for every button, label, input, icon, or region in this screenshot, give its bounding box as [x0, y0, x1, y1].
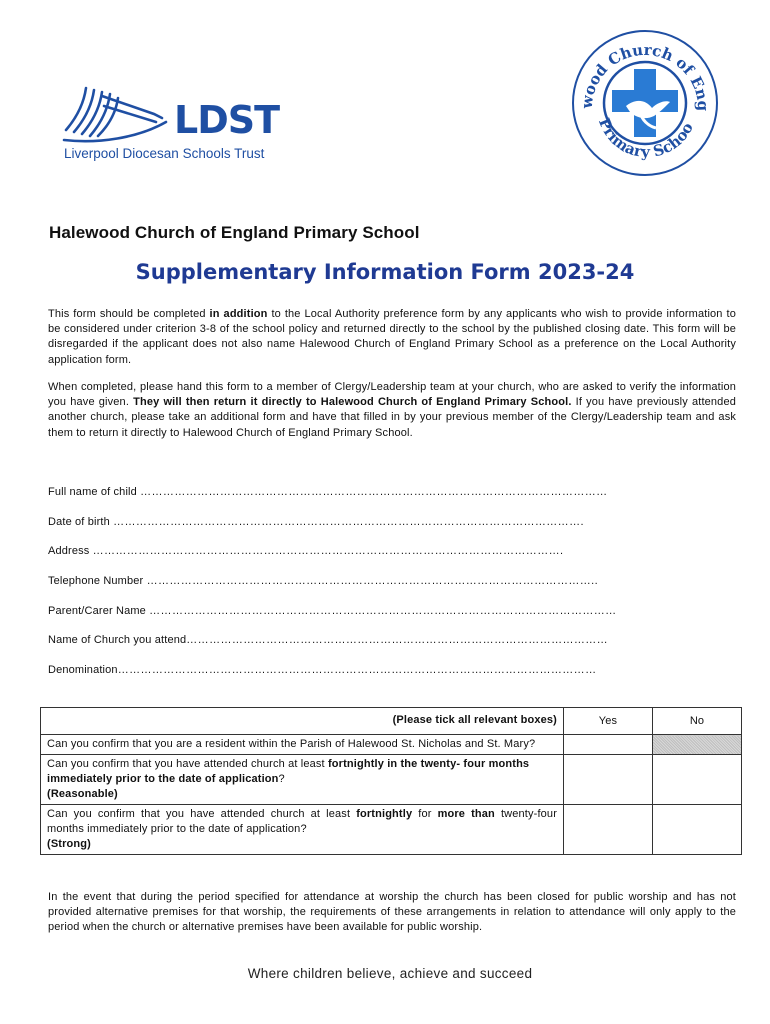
field-date-of-birth[interactable] [48, 516, 736, 528]
question-emphasis: fortnightly [356, 808, 413, 820]
question-text: twenty-four months immediately prior to the date of application? [47, 808, 558, 835]
field-parent-name[interactable] [48, 605, 736, 617]
field-telephone[interactable] [48, 575, 736, 587]
field-church[interactable] [48, 634, 736, 646]
closing-paragraph: In the event that during the period specified for attendance at worship the church has been closed for public worship and has not provided alternative premises for that worship, the requirements of these arrangements in relation to attendance will only apply to the period when the church or alternative premises have been available for public worship. [48, 891, 736, 934]
ldst-logo [58, 78, 298, 168]
header-no: No [653, 708, 742, 735]
form-title: Supplementary Information Form 2023-24 [135, 260, 635, 284]
ldst-subtitle: Liverpool Diocesan Schools Trust [64, 146, 265, 161]
tick-box-no-shaded [653, 735, 742, 755]
tick-box-no[interactable] [653, 755, 742, 805]
intro-paragraph-1 [48, 307, 736, 368]
question-strength: (Reasonable) [47, 788, 118, 800]
table-row [41, 805, 742, 855]
question-parish: Can you confirm that you are a resident within the Parish of Halewood St. Nicholas and St. Mary? [41, 735, 564, 755]
field-dotted-line[interactable]: ………………………………………………………………………………………………… [186, 634, 609, 646]
field-label: Parent/Carer Name [48, 605, 150, 617]
criteria-table [40, 707, 742, 855]
tick-box-yes[interactable] [564, 805, 653, 855]
field-label: Full name of child [48, 486, 141, 498]
tick-box-yes[interactable] [564, 755, 653, 805]
tick-box-yes[interactable] [564, 735, 653, 755]
intro-text: This form should be completed [48, 308, 210, 320]
field-dotted-line[interactable]: ……………………………………………………………………………………………………………. [92, 545, 564, 557]
dove-icon [626, 101, 670, 128]
header-question: (Please tick all relevant boxes) [41, 708, 564, 735]
question-text: for [412, 808, 438, 820]
intro-text: When completed, please hand this form to a member of Clergy/Leadership team at your church, who are asked to verify the information you have given. [48, 381, 736, 409]
field-label: Denomination [48, 664, 118, 676]
crest-text-top: wood Church of Eng [577, 40, 713, 112]
question-emphasis: fortnightly in the twenty- four months immediately prior to the date of application [47, 758, 530, 785]
ldst-wordmark: LDST [174, 98, 280, 142]
footer-motto: Where children believe, achieve and succeed [247, 966, 533, 981]
question-text: ? [278, 773, 285, 785]
intro-paragraph-2 [48, 380, 736, 441]
question-text: Can you confirm that you have attended church at least [47, 758, 328, 770]
question-fortnightly-reasonable [41, 755, 564, 805]
header-yes: Yes [564, 708, 653, 735]
field-child-name[interactable] [48, 486, 736, 498]
question-strength: (Strong) [47, 838, 91, 850]
field-label: Name of Church you attend [48, 634, 187, 646]
ldst-ship-icon [58, 78, 178, 148]
field-dotted-line[interactable]: …………………………………………………………………………………………………………… [140, 486, 608, 498]
field-label: Address [48, 545, 93, 557]
field-denomination[interactable] [48, 664, 736, 676]
field-label: Telephone Number [48, 575, 147, 587]
crest-text-bottom: Primary Schoo [594, 115, 697, 162]
school-heading: Halewood Church of England Primary School [49, 223, 420, 242]
intro-emphasis: They will then return it directly to Halewood Church of England Primary School. [133, 396, 572, 409]
field-dotted-line[interactable]: …………………………………………………………………………………………………………… [149, 605, 617, 617]
field-dotted-line[interactable]: ……………………………………………………………………………………………………….. [146, 575, 599, 587]
field-address[interactable] [48, 545, 736, 557]
table-header-row [41, 708, 742, 735]
field-dotted-line[interactable]: ……………………………………………………………………………………………………………… [117, 664, 597, 676]
question-fortnightly-strong [41, 805, 564, 855]
intro-text: If you have previously attended another church, please take an additional form and have that filled in by your previous member of the Clergy/Leadership team and ask them to return it directly to Halewood Church of England Primary School. [48, 396, 736, 439]
school-crest [570, 28, 720, 178]
tick-box-no[interactable] [653, 805, 742, 855]
field-label: Date of birth [48, 516, 114, 528]
question-emphasis: more than [437, 808, 495, 820]
table-row [41, 755, 742, 805]
field-dotted-line[interactable]: ……………………………………………………………………………………………………………. [113, 516, 584, 528]
intro-emphasis: in addition [209, 308, 268, 320]
intro-text: to the Local Authority preference form by any applicants who wish to provide information to be considered under criterion 3-8 of the school policy and returned directly to the school by the published closing date. This form will be disregarded if the applicant does not also name Halewood Church of England Primary School as a preference on the Local Authority application form. [48, 308, 736, 366]
table-row [41, 735, 742, 755]
question-text: Can you confirm that you have attended church at least [47, 808, 357, 820]
